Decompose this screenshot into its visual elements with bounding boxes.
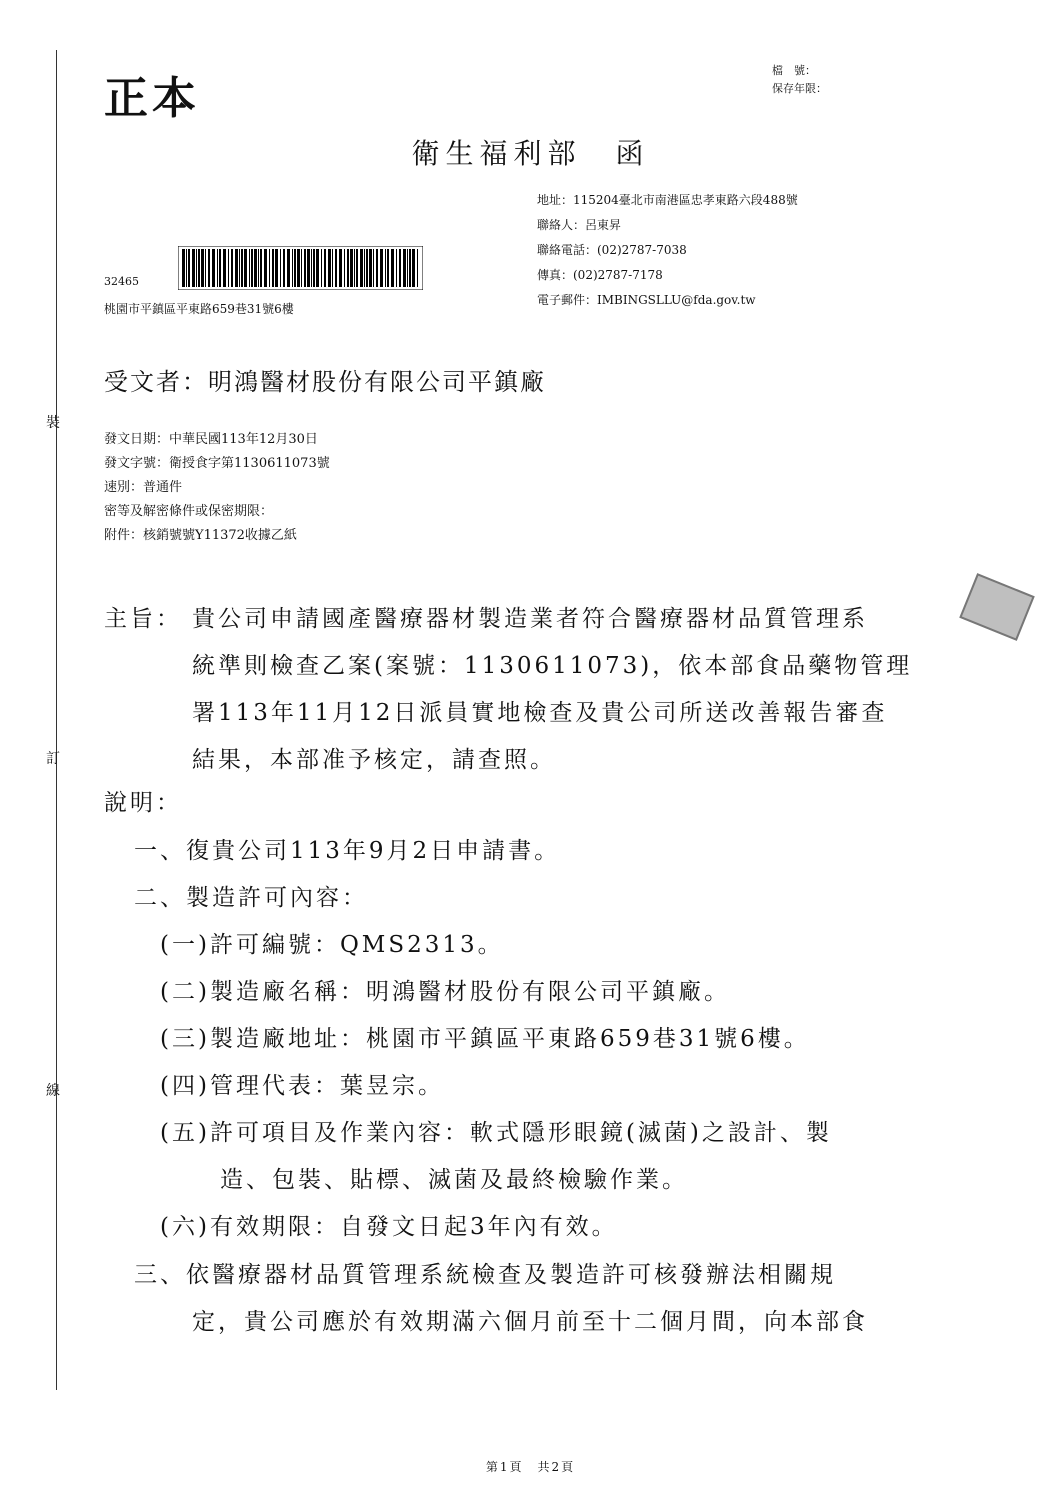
retention-label: 保存年限： [772, 82, 827, 95]
barcode-bar [287, 249, 290, 287]
document-title: 衛生福利部 函 [411, 137, 650, 170]
barcode-bar [301, 249, 302, 287]
explanation-subitem: (三)製造廠地址：桃園市平鎮區平東路659巷31號6樓。 [160, 1026, 810, 1052]
recipient-line: 受文者：明鴻醫材股份有限公司平鎮廠 [104, 368, 546, 396]
barcode-bar [321, 249, 322, 287]
barcode-bar [350, 249, 353, 287]
barcode-bar [399, 249, 401, 287]
barcode-bar [417, 249, 418, 287]
issue-date: 發文日期：中華民國113年12月30日 [104, 432, 318, 447]
document-meta [104, 428, 330, 548]
explanation-subitem: (五)許可項目及作業內容：軟式隱形眼鏡(滅菌)之設計、製 [160, 1120, 832, 1146]
subject-section [104, 596, 944, 784]
barcode-bar [376, 249, 378, 287]
subject-label: 主旨： [104, 606, 182, 632]
margin-mark-order: 訂 [46, 751, 60, 767]
subject-line: 貴公司申請國產醫療器材製造業者符合醫療器材品質管理系 [192, 606, 868, 632]
seal-stamp [959, 573, 1034, 641]
speed-class: 速別：普通件 [104, 480, 183, 495]
explanation-item: 二、製造許可內容： [134, 885, 368, 911]
explanation-subitem: (四)管理代表：葉昱宗。 [160, 1073, 444, 1099]
barcode-bar [198, 249, 200, 287]
barcode-bar [223, 249, 226, 287]
recipient-address: 桃園市平鎮區平東路659巷31號6樓 [104, 302, 294, 316]
margin-mark-line: 線 [46, 1083, 60, 1099]
barcode-bar [196, 249, 197, 287]
barcode-bar [212, 249, 215, 287]
barcode-bar [403, 249, 406, 287]
barcode-bar [313, 249, 315, 287]
barcode-bar [335, 249, 337, 287]
barcode-bar [380, 249, 383, 287]
subject-line: 結果，本部准予核定，請查照。 [192, 747, 556, 773]
barcode-bar [272, 249, 274, 287]
barcode-bar [311, 249, 312, 287]
explanation-item: 一、復貴公司113年9月2日申請書。 [134, 838, 561, 864]
barcode-bar [217, 249, 218, 287]
barcode-bar [369, 249, 372, 287]
barcode-bar [391, 249, 394, 287]
barcode-bar [373, 249, 374, 287]
contact-email: 電子郵件：IMBINGSLLU@fda.gov.tw [537, 293, 756, 307]
explanation-label: 說明： [104, 790, 182, 816]
subject-text [192, 596, 944, 784]
barcode-bar [264, 249, 267, 287]
barcode-bar [292, 249, 293, 287]
contact-fax: 傳真：(02)2787-7178 [537, 268, 663, 282]
barcode-bar [219, 249, 221, 287]
barcode-bar [412, 249, 415, 287]
barcode-bar [258, 249, 259, 287]
barcode-bar [385, 249, 386, 287]
barcode-bar [208, 249, 210, 287]
barcode-bar [249, 249, 250, 287]
explanation-subitem: (一)許可編號：QMS2313。 [160, 932, 504, 958]
explanation-item-cont: 定，貴公司應於有效期滿六個月前至十二個月間，向本部食 [192, 1309, 868, 1335]
barcode-bar [387, 249, 389, 287]
barcode-bar [324, 249, 326, 287]
barcode-bar [269, 249, 270, 287]
contact-block [537, 188, 798, 313]
barcode-bar [344, 249, 345, 287]
barcode-bar [356, 249, 358, 287]
barcode-bar [366, 249, 368, 287]
barcode-bar [304, 249, 306, 287]
barcode-bar [409, 249, 411, 287]
barcode-bar [235, 249, 238, 287]
attachment: 附件：核銷號號Y11372收據乙紙 [104, 528, 297, 543]
barcode-bar [192, 249, 195, 287]
barcode-bar [339, 249, 342, 287]
barcode-bar [239, 249, 240, 287]
barcode-bar [328, 249, 331, 287]
barcode-bar [396, 249, 397, 287]
original-copy-mark: 正本 [104, 73, 200, 124]
barcode-bar [354, 249, 355, 287]
barcode-bar [260, 249, 262, 287]
explanation-subitem: (六)有效期限：自發文日起3年內有效。 [160, 1214, 618, 1240]
barcode-bar [205, 249, 206, 287]
barcode-bar [332, 249, 333, 287]
barcode-bar [231, 249, 233, 287]
barcode-bar [307, 249, 310, 287]
page-footer: 第1頁 共2頁 [485, 1460, 576, 1474]
explanation-subitem-cont: 造、包裝、貼標、滅菌及最終檢驗作業。 [220, 1167, 688, 1193]
barcode-bar [347, 249, 349, 287]
barcode-bar [251, 249, 253, 287]
barcode-bar [364, 249, 365, 287]
file-number-block [772, 62, 827, 98]
barcode-bar [228, 249, 229, 287]
barcode-bar [186, 249, 187, 287]
contact-person: 聯絡人：呂東昇 [537, 218, 622, 232]
confidentiality: 密等及解密條件或保密期限： [104, 504, 274, 519]
margin-mark-bind: 裝 [46, 415, 60, 431]
barcode-bar [294, 249, 296, 287]
postal-code: 32465 [104, 275, 139, 288]
subject-line: 統準則檢查乙案(案號：1130611073)，依本部食品藥物管理 [192, 653, 913, 679]
contact-phone: 聯絡電話：(02)2787-7038 [537, 243, 687, 257]
barcode-bar [241, 249, 243, 287]
barcode-bar [360, 249, 363, 287]
subject-line: 署113年11月12日派員實地檢查及貴公司所送改善報告審查 [192, 700, 888, 726]
barcode-bar [201, 249, 204, 287]
explanation-item: 三、依醫療器材品質管理系統檢查及製造許可核發辦法相關規 [134, 1262, 836, 1288]
document-number: 發文字號：衛授食字第1130611073號 [104, 456, 330, 471]
barcode-bar [275, 249, 278, 287]
barcode-bar [188, 249, 190, 287]
barcode-bar [244, 249, 247, 287]
barcode-bar [182, 249, 185, 287]
binding-line [56, 50, 57, 1390]
barcode-bar [407, 249, 408, 287]
contact-address: 地址：115204臺北市南港區忠孝東路六段488號 [537, 193, 798, 207]
barcode-bar [283, 249, 285, 287]
explanation-subitem: (二)製造廠名稱：明鴻醫材股份有限公司平鎮廠。 [160, 979, 730, 1005]
barcode-bar [280, 249, 281, 287]
file-number-label: 檔 號： [772, 64, 816, 77]
barcode-bar [297, 249, 300, 287]
barcode-image [178, 246, 423, 290]
barcode-bar [316, 249, 319, 287]
barcode-bar [254, 249, 257, 287]
